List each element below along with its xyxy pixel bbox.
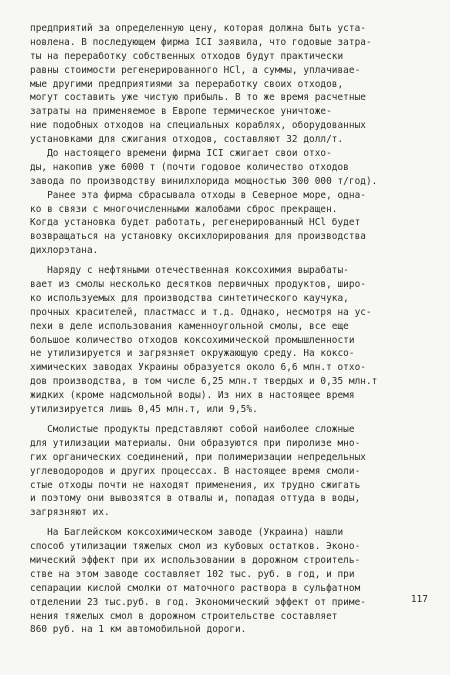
text-line: Смолистые продукты представляют собой наиболее сложные — [30, 423, 355, 435]
text-line: ко используемых для производства синтетического каучука, — [30, 292, 349, 304]
text-line: стые отходы почти не находят применения, их трудно сжигать — [30, 479, 361, 491]
text-line: возвращаться на установку оксихлорирования для производства — [30, 231, 366, 243]
text-line: гих органических соединений, при полимеризации непредельных — [30, 451, 366, 463]
text-line: сепарации кислой смолки от маточного раствора в сульфатном — [30, 582, 361, 594]
text-line: новлена. В последующем фирма ICI заявила, что годовые затра- — [30, 36, 372, 48]
text-line: мический эффект при их использовании в дорожном строитель- — [30, 554, 361, 566]
text-line: завода по производству винилхлорида мощностью 300 000 т/год). — [30, 175, 378, 187]
text-line: вает из смолы несколько десятков первичных продуктов, широ- — [30, 279, 366, 291]
text-line: Ранее эта фирма сбрасывала отходы в Северное море, одна- — [30, 189, 366, 201]
text-line: установками для сжигания отходов, составляют 32 долл/т. — [30, 134, 344, 146]
body-text — [30, 22, 430, 637]
text-line: Наряду с нефтяными отечественная коксохимия вырабаты- — [30, 265, 349, 277]
text-line: ние подобных отходов на специальных кораблях, оборудованных — [30, 120, 366, 132]
text-line: На Баглейском коксохимическом заводе (Украина) нашли — [30, 527, 344, 539]
text-line: могут составить уже чистую прибыль. В то же время расчетные — [30, 92, 366, 104]
paragraph — [30, 147, 430, 258]
text-line: утилизируется лишь 0,45 млн.т, или 9,5%. — [30, 404, 258, 416]
text-line: затраты на применяемое в Европе термическое уничтоже- — [30, 106, 332, 118]
text-line: пехи в деле использования каменноугольной смолы, все еще — [30, 320, 349, 332]
text-line: углеводородов и других процессах. В настоящее время смоли- — [30, 465, 361, 477]
text-line: 860 руб. на 1 км автомобильной дороги. — [30, 624, 247, 636]
paragraph — [30, 22, 430, 147]
text-line: для утилизации материалы. Они образуются при пиролизе мно- — [30, 437, 361, 449]
text-line: нения тяжелых смол в дорожном строительстве составляет — [30, 610, 338, 622]
text-line: ты на переработку собственных отходов будут практически — [30, 50, 344, 62]
text-line: не утилизируется и загрязняет окружающую среду. На коксо- — [30, 348, 355, 360]
text-line: дихлорэтана. — [30, 245, 99, 257]
text-line: химических заводах Украины образуется около 6,6 млн.т отхо- — [30, 362, 366, 374]
text-line: прочных красителей, пластмасс и т.д. Однако, несмотря на ус- — [30, 306, 372, 318]
text-line: дов производства, в том числе 6,25 млн.т твердых и 0,35 млн.т — [30, 376, 378, 388]
text-line: загрязняют их. — [30, 507, 110, 519]
text-line: и поэтому они вывозятся в отвалы и, попадая оттуда в воды, — [30, 493, 361, 505]
text-line: жидких (кроме надсмольной воды). Из них в настоящее время — [30, 390, 355, 402]
text-line: способ утилизации тяжелых смол из кубовых остатков. Эконо- — [30, 541, 361, 553]
paragraph — [30, 423, 430, 520]
text-line: предприятий за определенную цену, которая должна быть уста- — [30, 23, 366, 34]
text-line: равны стоимости регенерированного HCl, а суммы, уплачивае- — [30, 64, 361, 76]
text-line: Когда установка будет работать, регенерированный HCl будет — [30, 217, 361, 229]
text-line: ко в связи с многочисленными жалобами сброс прекращен. — [30, 203, 338, 215]
text-line: мые другими предприятиями за переработку своих отходов, — [30, 78, 344, 90]
text-line: стве на этом заводе составляет 102 тыс. руб. в год, и при — [30, 568, 355, 580]
text-line: ды, накопив уже 6000 т (почти годовое количество отходов — [30, 161, 349, 173]
paragraph — [30, 264, 430, 417]
text-line: отделении 23 тыс.руб. в год. Экономический эффект от приме- — [30, 596, 366, 608]
paragraph — [30, 526, 430, 637]
text-line: До настоящего времени фирма ICI сжигает свои отхо- — [30, 148, 332, 160]
text-line: большое количество отходов коксохимической промышленности — [30, 334, 355, 346]
page-number: 117 — [410, 594, 428, 605]
